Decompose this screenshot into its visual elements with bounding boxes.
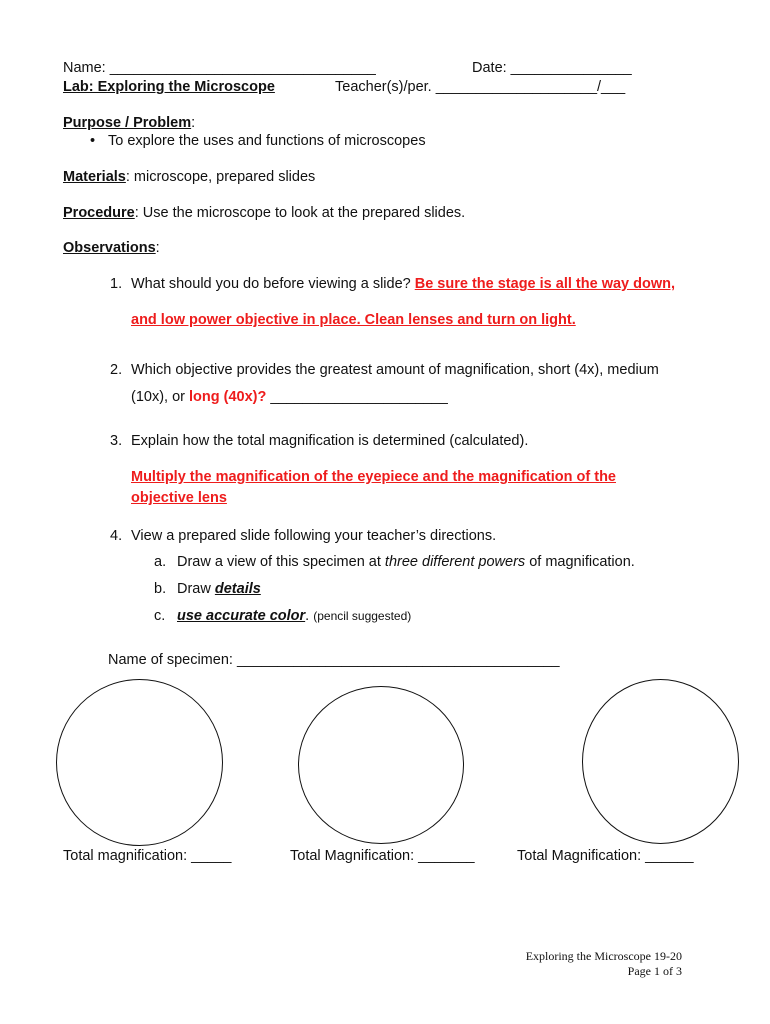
q4c-letter: c. [154, 608, 166, 624]
q3-answer-part1: Multiply the magnification of the eyepiece and the magnification of the [131, 469, 616, 485]
procedure-label: Procedure [63, 205, 135, 221]
q3-text: Explain how the total magnification is determined (calculated). [131, 433, 529, 449]
q1-answer-part1: Be sure the stage is all the way down, [414, 276, 676, 292]
q1-text: What should you do before viewing a slide? [131, 276, 415, 292]
q4-number: 4. [110, 528, 123, 544]
observations-colon: : [155, 240, 160, 256]
purpose-label: Purpose / Problem [63, 115, 192, 131]
q4b-text: Draw [177, 581, 215, 597]
q4b-emphasis: details [214, 581, 261, 597]
purpose-bullet: • [90, 133, 96, 149]
q1-number: 1. [110, 276, 123, 292]
date-field-line: Date: _______________ [472, 60, 632, 76]
procedure-line [63, 204, 465, 222]
q4b-line [177, 580, 261, 598]
q4c-line [177, 607, 411, 625]
q4a-letter: a. [154, 554, 167, 570]
q3-number: 3. [110, 433, 123, 449]
q1-line [131, 275, 675, 293]
materials-line [63, 168, 315, 186]
magnification-label-1: Total magnification: _____ [63, 848, 232, 864]
lab-title: Lab: Exploring the Microscope [63, 79, 275, 95]
observations-label: Observations [63, 240, 156, 256]
purpose-item: To explore the uses and functions of microscopes [108, 133, 426, 149]
q3-answer-part2: objective lens [131, 490, 227, 506]
specimen-name-line: Name of specimen: ________________________________________ [108, 652, 560, 668]
q4a-text-start: Draw a view of this specimen at [177, 554, 385, 570]
q4c-text: . [305, 608, 314, 624]
drawing-circle-2[interactable] [298, 686, 464, 844]
q4a-text-end: of magnification. [525, 554, 635, 570]
drawing-circle-1[interactable] [56, 679, 223, 846]
q4a-line [177, 553, 635, 571]
q2-line1: Which objective provides the greatest amount of magnification, short (4x), medium [131, 362, 659, 378]
q2-line2-start: (10x), or [131, 389, 190, 405]
q2-line2 [131, 388, 448, 406]
q4a-emphasis: three different powers [384, 554, 526, 570]
name-field-line: Name: _________________________________ [63, 60, 376, 76]
materials-text: : microscope, prepared slides [125, 169, 316, 185]
q4c-emphasis: use accurate color [177, 608, 306, 624]
footer-title: Exploring the Microscope 19-20 [525, 949, 682, 963]
magnification-label-3: Total Magnification: ______ [517, 848, 694, 864]
q2-answer: long (40x)? [189, 389, 267, 405]
q4-text: View a prepared slide following your teacher’s directions. [131, 528, 497, 544]
procedure-text: : Use the microscope to look at the prepared slides. [134, 205, 466, 221]
teacher-field-line: Teacher(s)/per. ____________________/___ [335, 79, 626, 95]
q2-number: 2. [110, 362, 123, 378]
drawing-circle-3[interactable] [582, 679, 739, 844]
q4b-letter: b. [154, 581, 167, 597]
q2-blank: ______________________ [266, 389, 448, 405]
q1-answer-part2: and low power objective in place. Clean lenses and turn on light. [131, 312, 576, 328]
footer-page-number: Page 1 of 3 [627, 964, 682, 978]
q4c-note: (pencil suggested) [313, 609, 412, 623]
observations-heading [63, 239, 160, 257]
purpose-colon: : [191, 115, 196, 131]
magnification-label-2: Total Magnification: _______ [290, 848, 475, 864]
materials-label: Materials [63, 169, 126, 185]
purpose-heading [63, 114, 195, 132]
